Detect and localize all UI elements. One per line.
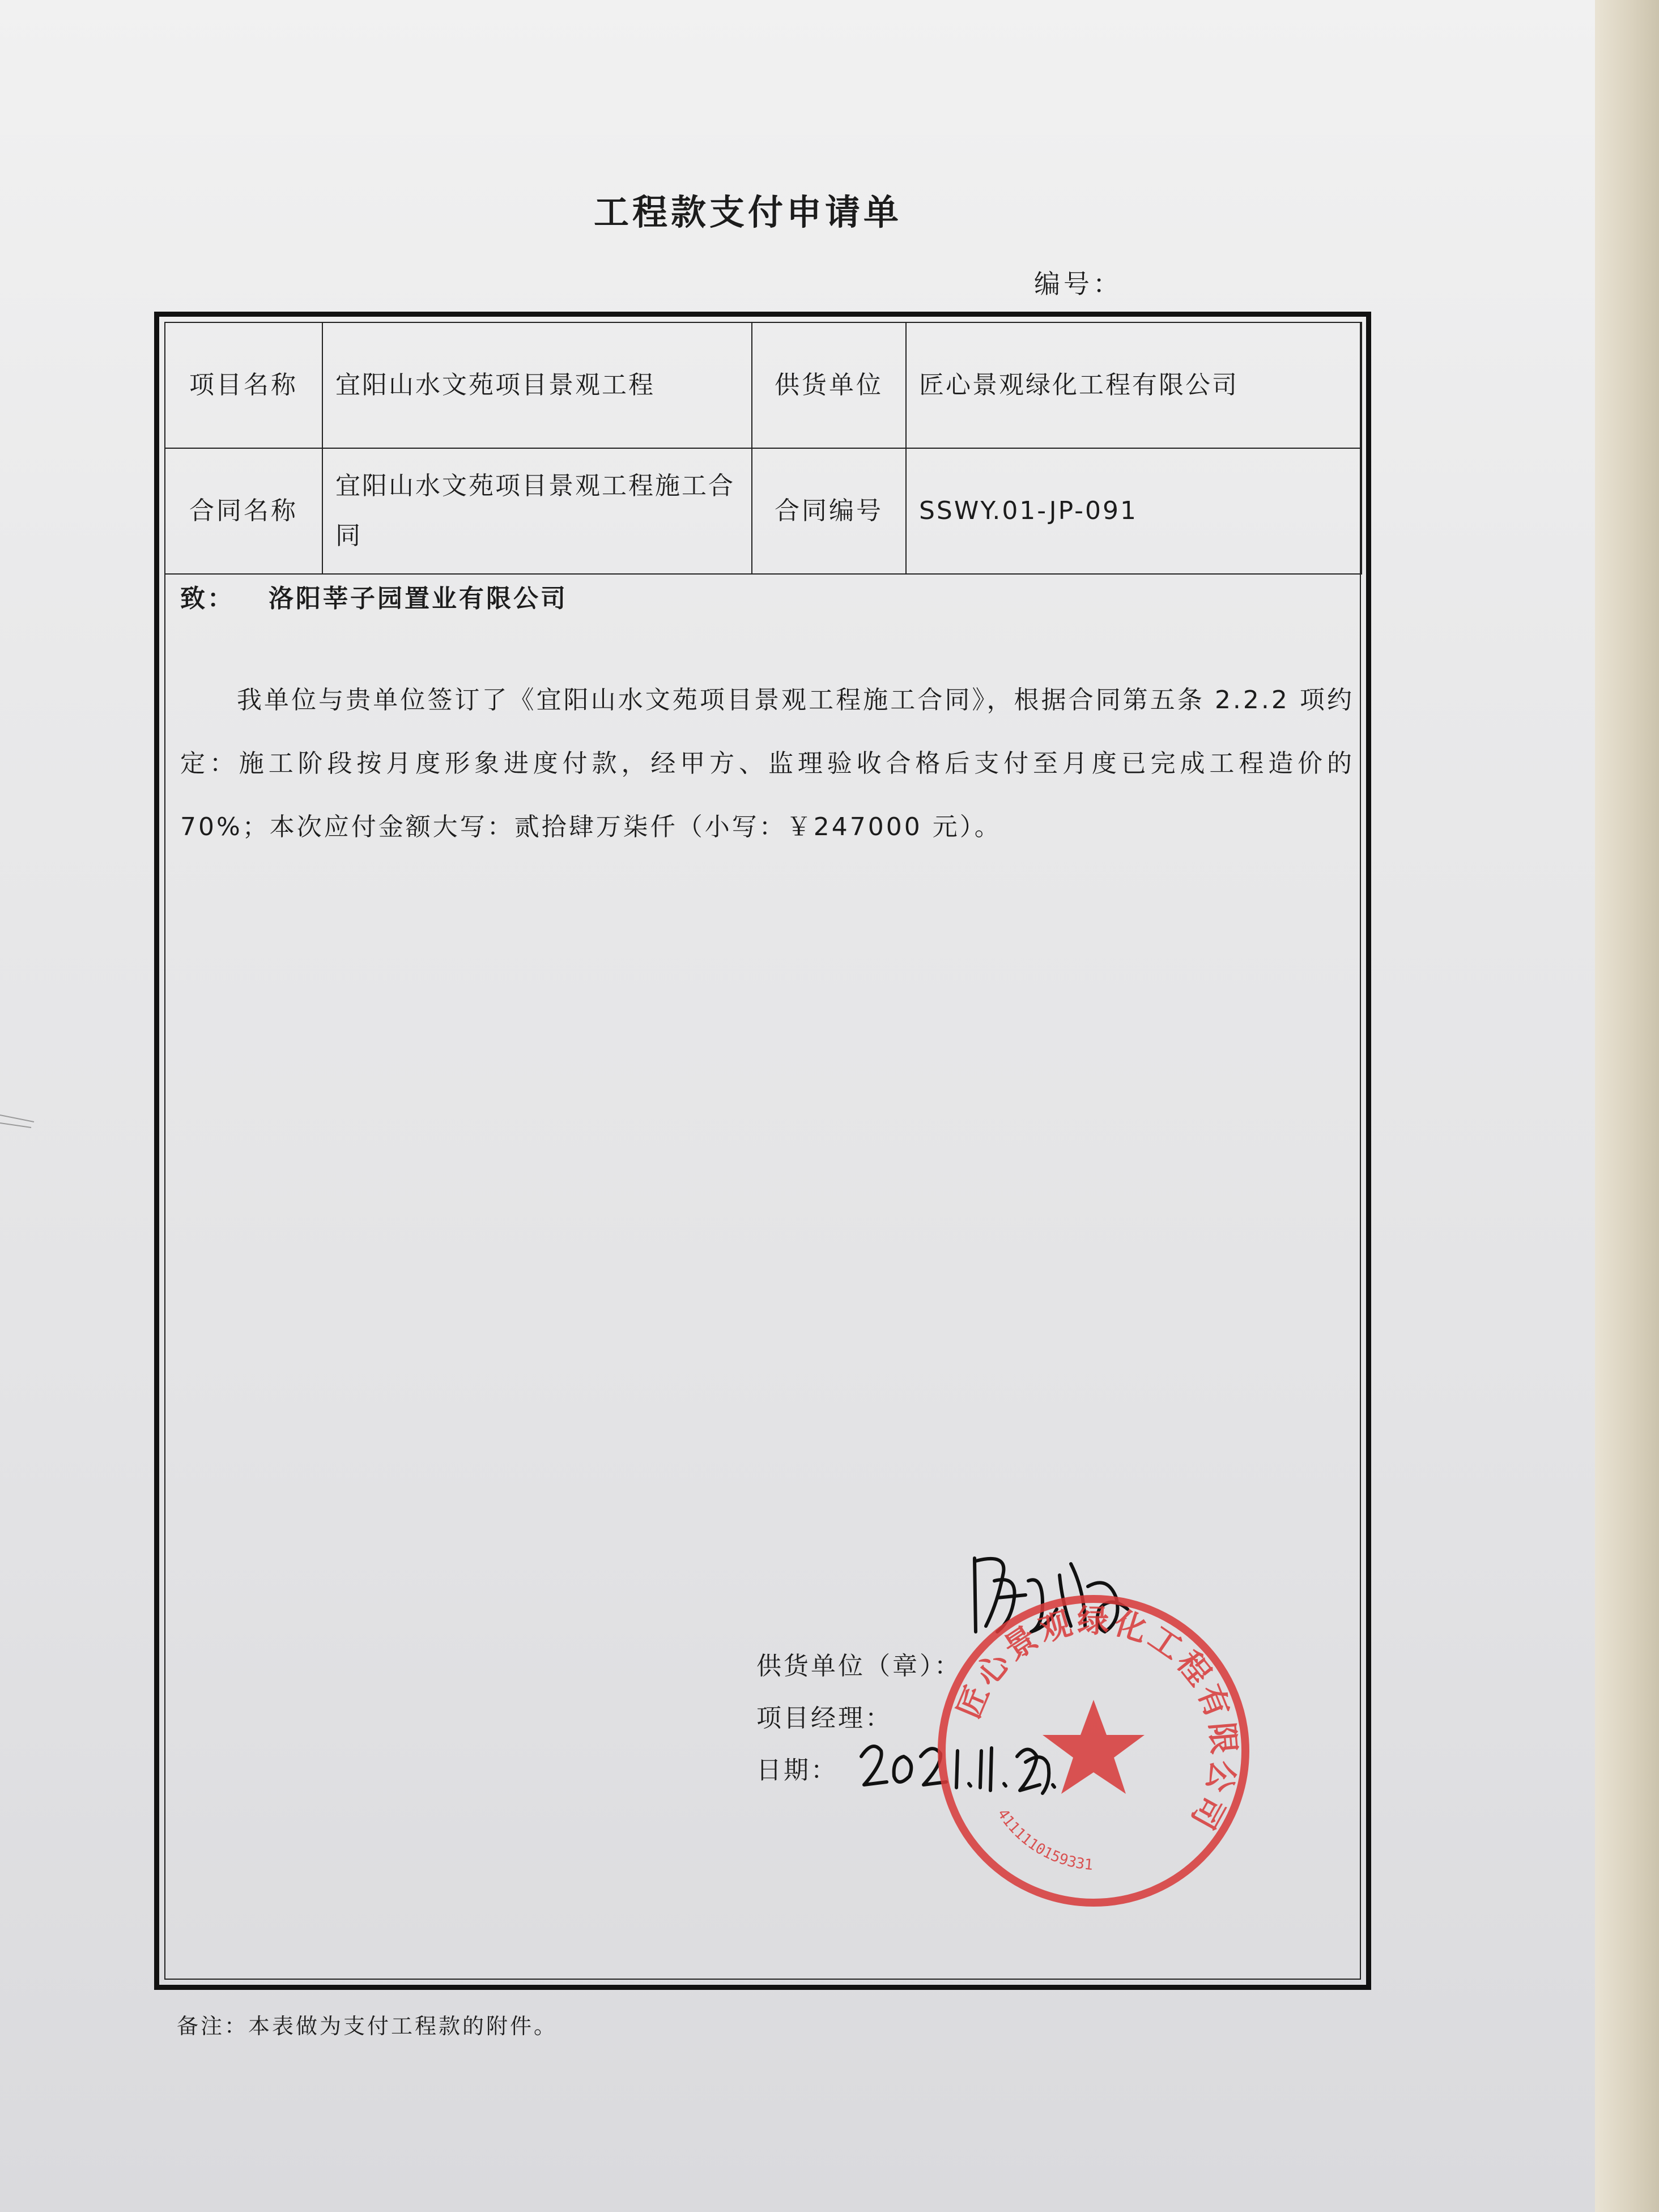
supplier-label: 供货单位 xyxy=(752,322,906,448)
addressee-name: 洛阳莘子园置业有限公司 xyxy=(269,584,568,613)
document-title: 工程款支付申请单 xyxy=(593,192,902,233)
footer-note: 备注：本表做为支付工程款的附件。 xyxy=(177,2014,558,2039)
serial-number-label: 编号： xyxy=(1034,269,1122,299)
table-row xyxy=(165,448,1362,574)
project-name-value: 宜阳山水文苑项目景观工程 xyxy=(322,322,752,448)
seal-text: 匠心景观绿化工程有限公司 xyxy=(950,1602,1243,1839)
addressee-line xyxy=(180,578,568,614)
seal-number: 4111110159331 xyxy=(994,1806,1094,1874)
contract-number-value: SSWY.01-JP-091 xyxy=(906,448,1362,574)
underlying-paper-edge xyxy=(1595,0,1659,2212)
addressee-label: 致： xyxy=(180,584,235,613)
company-seal xyxy=(929,1586,1258,1915)
supplier-seal-label: 供货单位（章）： xyxy=(756,1652,962,1681)
contract-name-value: 宜阳山水文苑项目景观工程施工合同 xyxy=(322,448,752,574)
contract-number-label: 合同编号 xyxy=(752,448,906,574)
fold-mark xyxy=(0,1111,40,1133)
request-paragraph: 我单位与贵单位签订了《宜阳山水文苑项目景观工程施工合同》，根据合同第五条 2.2.2 项约定：施工阶段按月度形象进度付款，经甲方、监理验收合格后支付至月度已完成工程造价的 70%；本次应付金额大写：贰拾肆万柒仟（小写：￥247000 元）。 xyxy=(180,686,1354,841)
date-label: 日期： xyxy=(756,1756,838,1785)
project-name-label: 项目名称 xyxy=(165,322,322,448)
info-table xyxy=(164,322,1362,575)
contract-name-label: 合同名称 xyxy=(165,448,322,574)
table-row xyxy=(165,322,1362,448)
supplier-value: 匠心景观绿化工程有限公司 xyxy=(906,322,1362,448)
svg-text:4111110159331 xyxy=(994,1806,1094,1874)
project-manager-label: 项目经理： xyxy=(756,1704,892,1733)
